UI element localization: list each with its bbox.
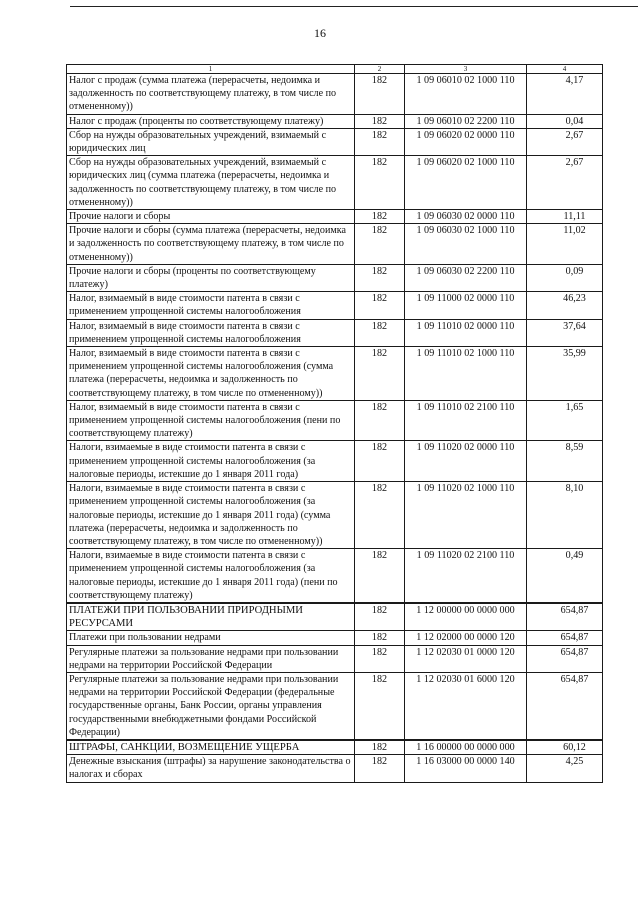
top-rule	[70, 6, 638, 7]
row-admin-code-cell: 182	[355, 441, 405, 482]
row-name-cell: Налоги, взимаемые в виде стоимости патента в связи с применением упрощенной системы налогообложения (за налоговые периоды, истекшие до 1 января 2011 года) (сумма платежа (перерасчеты, недоимка и задолженность по соответствующему платежу, в том числе по отмененному))	[67, 482, 355, 549]
row-amount-cell: 2,67	[527, 128, 603, 155]
row-name-cell: Регулярные платежи за пользование недрами при пользовании недрами на территории Российской Федерации	[67, 645, 355, 672]
row-admin-code-cell: 182	[355, 603, 405, 631]
row-budget-code-cell: 1 09 11010 02 1000 110	[405, 347, 527, 401]
row-amount-cell: 1,65	[527, 400, 603, 441]
row-admin-code-cell: 182	[355, 114, 405, 128]
row-budget-code-cell: 1 12 02030 01 6000 120	[405, 672, 527, 740]
row-budget-code-cell: 1 09 06030 02 0000 110	[405, 210, 527, 224]
row-admin-code-cell: 182	[355, 740, 405, 755]
row-name-cell: Прочие налоги и сборы (проценты по соответствующему платежу)	[67, 264, 355, 291]
table-row	[67, 319, 603, 346]
row-budget-code-cell: 1 09 06020 02 0000 110	[405, 128, 527, 155]
row-admin-code-cell: 182	[355, 319, 405, 346]
row-admin-code-cell: 182	[355, 755, 405, 782]
table-row	[67, 645, 603, 672]
row-name-cell: Налог, взимаемый в виде стоимости патента в связи с применением упрощенной системы налогообложения	[67, 319, 355, 346]
row-name-cell: Налоги, взимаемые в виде стоимости патента в связи с применением упрощенной системы налогообложения (за налоговые периоды, истекшие до 1 января 2011 года)	[67, 441, 355, 482]
row-admin-code-cell: 182	[355, 482, 405, 549]
table-row	[67, 549, 603, 603]
header-row	[67, 65, 603, 74]
row-amount-cell: 46,23	[527, 292, 603, 319]
page-number: 16	[314, 26, 326, 40]
row-budget-code-cell: 1 09 06020 02 1000 110	[405, 156, 527, 210]
row-budget-code-cell: 1 09 11020 02 2100 110	[405, 549, 527, 603]
header-col-2: 2	[355, 65, 405, 74]
row-amount-cell: 0,49	[527, 549, 603, 603]
row-name-cell: Налог, взимаемый в виде стоимости патента в связи с применением упрощенной системы налогообложения (сумма платежа (перерасчеты, недоимка и задолженность по соответствующему платежу, в том числе по отмененному))	[67, 347, 355, 401]
row-budget-code-cell: 1 09 11010 02 2100 110	[405, 400, 527, 441]
row-amount-cell: 11,11	[527, 210, 603, 224]
table-row	[67, 755, 603, 782]
row-admin-code-cell: 182	[355, 347, 405, 401]
row-admin-code-cell: 182	[355, 400, 405, 441]
row-name-cell: Регулярные платежи за пользование недрами при пользовании недрами на территории Российской Федерации (федеральные государственные органы, Банк России, органы управления государственными внебюджетными фондами Российской Федерации)	[67, 672, 355, 740]
table-row	[67, 74, 603, 115]
revenue-table	[66, 64, 603, 783]
row-name-cell: Денежные взыскания (штрафы) за нарушение законодательства о налогах и сборах	[67, 755, 355, 782]
row-budget-code-cell: 1 09 11000 02 0000 110	[405, 292, 527, 319]
row-admin-code-cell: 182	[355, 264, 405, 291]
row-budget-code-cell: 1 16 00000 00 0000 000	[405, 740, 527, 755]
row-amount-cell: 37,64	[527, 319, 603, 346]
header-col-1: 1	[67, 65, 355, 74]
row-budget-code-cell: 1 09 11020 02 0000 110	[405, 441, 527, 482]
row-amount-cell: 654,87	[527, 672, 603, 740]
table-row	[67, 347, 603, 401]
row-budget-code-cell: 1 12 00000 00 0000 000	[405, 603, 527, 631]
table-row	[67, 631, 603, 645]
row-name-cell: Платежи при пользовании недрами	[67, 631, 355, 645]
row-amount-cell: 0,09	[527, 264, 603, 291]
row-admin-code-cell: 182	[355, 645, 405, 672]
row-amount-cell: 654,87	[527, 603, 603, 631]
row-budget-code-cell: 1 09 06030 02 2200 110	[405, 264, 527, 291]
row-name-cell: Налог, взимаемый в виде стоимости патента в связи с применением упрощенной системы налогообложения	[67, 292, 355, 319]
table-row	[67, 128, 603, 155]
row-amount-cell: 654,87	[527, 631, 603, 645]
row-amount-cell: 60,12	[527, 740, 603, 755]
row-name-cell: ПЛАТЕЖИ ПРИ ПОЛЬЗОВАНИИ ПРИРОДНЫМИ РЕСУРСАМИ	[67, 603, 355, 631]
table-row	[67, 224, 603, 265]
row-admin-code-cell: 182	[355, 549, 405, 603]
table-row	[67, 264, 603, 291]
table-row	[67, 114, 603, 128]
row-name-cell: Прочие налоги и сборы (сумма платежа (перерасчеты, недоимка и задолженность по соответствующему платежу, в том числе по отмененному))	[67, 224, 355, 265]
row-amount-cell: 8,59	[527, 441, 603, 482]
row-budget-code-cell: 1 09 06010 02 1000 110	[405, 74, 527, 115]
row-admin-code-cell: 182	[355, 128, 405, 155]
row-amount-cell: 4,17	[527, 74, 603, 115]
row-amount-cell: 0,04	[527, 114, 603, 128]
row-budget-code-cell: 1 12 02000 00 0000 120	[405, 631, 527, 645]
row-name-cell: Прочие налоги и сборы	[67, 210, 355, 224]
row-name-cell: Сбор на нужды образовательных учреждений, взимаемый с юридических лиц (сумма платежа (перерасчеты, недоимка и задолженность по соответствующему платежу, в том числе по отмененному))	[67, 156, 355, 210]
table-row	[67, 400, 603, 441]
row-name-cell: ШТРАФЫ, САНКЦИИ, ВОЗМЕЩЕНИЕ УЩЕРБА	[67, 740, 355, 755]
row-name-cell: Налог, взимаемый в виде стоимости патента в связи с применением упрощенной системы налогообложения (пени по соответствующему платежу)	[67, 400, 355, 441]
row-name-cell: Налог с продаж (сумма платежа (перерасчеты, недоимка и задолженность по соответствующему платежу, в том числе по отмененному))	[67, 74, 355, 115]
table-row	[67, 210, 603, 224]
row-admin-code-cell: 182	[355, 224, 405, 265]
section-row	[67, 740, 603, 755]
row-admin-code-cell: 182	[355, 631, 405, 645]
table-row	[67, 482, 603, 549]
section-row	[67, 603, 603, 631]
row-admin-code-cell: 182	[355, 672, 405, 740]
row-budget-code-cell: 1 09 11020 02 1000 110	[405, 482, 527, 549]
header-col-4: 4	[527, 65, 603, 74]
row-budget-code-cell: 1 09 06030 02 1000 110	[405, 224, 527, 265]
header-col-3: 3	[405, 65, 527, 74]
table-row	[67, 292, 603, 319]
row-admin-code-cell: 182	[355, 292, 405, 319]
row-amount-cell: 11,02	[527, 224, 603, 265]
row-budget-code-cell: 1 09 11010 02 0000 110	[405, 319, 527, 346]
table-row	[67, 441, 603, 482]
row-amount-cell: 4,25	[527, 755, 603, 782]
table-row	[67, 672, 603, 740]
row-name-cell: Налоги, взимаемые в виде стоимости патента в связи с применением упрощенной системы налогообложения (за налоговые периоды, истекшие до 1 января 2011 года) (пени по соответствующему платежу)	[67, 549, 355, 603]
row-name-cell: Налог с продаж (проценты по соответствующему платежу)	[67, 114, 355, 128]
table-body	[67, 65, 603, 783]
table-row	[67, 156, 603, 210]
row-budget-code-cell: 1 16 03000 00 0000 140	[405, 755, 527, 782]
row-admin-code-cell: 182	[355, 156, 405, 210]
row-admin-code-cell: 182	[355, 210, 405, 224]
row-budget-code-cell: 1 09 06010 02 2200 110	[405, 114, 527, 128]
row-amount-cell: 35,99	[527, 347, 603, 401]
row-budget-code-cell: 1 12 02030 01 0000 120	[405, 645, 527, 672]
row-admin-code-cell: 182	[355, 74, 405, 115]
row-amount-cell: 654,87	[527, 645, 603, 672]
row-name-cell: Сбор на нужды образовательных учреждений, взимаемый с юридических лиц	[67, 128, 355, 155]
row-amount-cell: 2,67	[527, 156, 603, 210]
row-amount-cell: 8,10	[527, 482, 603, 549]
